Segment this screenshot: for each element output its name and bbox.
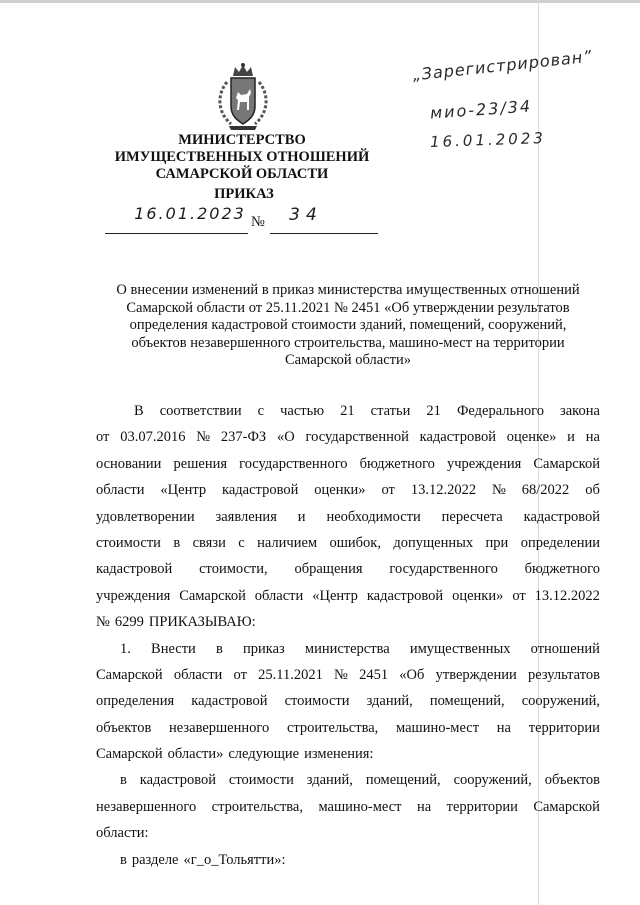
word: «О — [277, 429, 295, 446]
body-text-line — [96, 715, 600, 741]
body-text-line — [96, 583, 600, 609]
order-title — [104, 282, 592, 370]
word: территории — [528, 719, 600, 736]
word: стоимости — [96, 534, 161, 551]
word: «Об — [399, 666, 425, 683]
word: незавершенного — [169, 719, 270, 736]
word: Самарской — [533, 455, 600, 472]
word: результатов — [527, 666, 600, 683]
word: кадастровой — [523, 508, 600, 525]
word: помещений, — [429, 693, 505, 710]
registration-note-status: „Зарегистрирован” — [411, 46, 594, 85]
word: № — [96, 614, 110, 631]
word: Самарской — [96, 666, 163, 683]
word: кадастровой — [96, 561, 173, 578]
word: допущенных — [393, 534, 474, 551]
word: объектов — [544, 772, 600, 789]
word: Самарской — [96, 746, 163, 763]
word: строительства, — [211, 798, 303, 815]
word: Самарской — [533, 798, 600, 815]
word: «Центр — [312, 587, 358, 604]
word: учреждения — [447, 455, 522, 472]
word: в — [120, 851, 127, 868]
word: бюджетного — [524, 561, 600, 578]
word: от — [233, 666, 247, 683]
word: Внести — [151, 640, 196, 657]
word: кадастровой — [139, 772, 217, 789]
order-title-line: Самарской области» — [285, 352, 411, 368]
word: В — [134, 403, 144, 419]
word: территории — [446, 798, 518, 815]
word: отношений — [530, 640, 600, 657]
word: помещений, — [365, 772, 441, 789]
word: ПРИКАЗЫВАЮ: — [148, 614, 256, 631]
word: наличием — [257, 534, 318, 551]
word: от — [381, 482, 395, 499]
word: 2451 — [359, 666, 389, 683]
word: определении — [520, 534, 600, 551]
word: частью — [280, 403, 325, 419]
word: оценки» — [452, 587, 504, 604]
word: от — [96, 429, 110, 446]
word: машино-мест — [396, 719, 480, 736]
body-text-line — [96, 451, 600, 477]
word: области: — [96, 825, 149, 842]
order-title-line: объектов незавершенного строительства, машино-мест на территории — [131, 334, 565, 351]
word: кадастровой — [366, 587, 444, 604]
body-text-line — [96, 636, 600, 662]
word: в — [173, 534, 181, 551]
word: необходимости — [326, 508, 421, 525]
word: области — [96, 482, 145, 499]
coat-of-arms-icon — [211, 62, 275, 132]
word: 21 — [340, 403, 355, 419]
body-text-line — [96, 398, 600, 424]
word: в — [215, 640, 223, 657]
word: зданий, — [306, 772, 353, 789]
word: строительства, — [286, 719, 379, 736]
word: № — [334, 666, 348, 683]
body-text-line — [96, 794, 600, 820]
word: основании — [96, 455, 162, 472]
word: незавершенного — [96, 798, 197, 815]
word: «г_о_Тольятти»: — [183, 851, 286, 868]
word: закона — [560, 403, 600, 419]
word: решения — [173, 455, 228, 472]
word: об — [585, 482, 600, 499]
word: области — [254, 587, 304, 604]
word: оценки» — [314, 482, 366, 499]
body-text-line — [96, 662, 600, 688]
registration-note-date: 16.01.2023 — [429, 128, 547, 152]
word: бюджетного — [359, 455, 435, 472]
word: кадастровой — [419, 429, 496, 446]
word: сооружений, — [521, 693, 600, 710]
ministry-name-line: САМАРСКОЙ ОБЛАСТИ — [155, 166, 329, 182]
word: кадастровой — [222, 482, 299, 499]
order-number: 34 — [289, 205, 323, 225]
word: 25.11.2021 — [258, 666, 323, 683]
order-title-line: О внесении изменений в приказ министерства имущественных отношений — [116, 282, 580, 298]
order-number-sign: № — [251, 214, 265, 230]
word: в — [120, 772, 127, 789]
ministry-header — [96, 132, 388, 183]
word: 237-ФЗ — [220, 429, 267, 446]
word: стоимости — [228, 772, 294, 789]
word: 6299 — [114, 614, 144, 631]
body-text-line — [96, 820, 600, 846]
word: учреждения — [96, 587, 171, 604]
word: изменения: — [304, 746, 374, 763]
word: определения — [96, 693, 175, 710]
word: 68/2022 — [521, 482, 570, 499]
word: № — [492, 482, 506, 499]
order-title-line: определения кадастровой стоимости зданий, помещений, сооружений, — [129, 317, 567, 333]
word: государственного — [389, 561, 498, 578]
word: оценке» — [506, 429, 557, 446]
word: связи — [192, 534, 226, 551]
word: и — [567, 429, 575, 446]
body-text-line — [96, 424, 600, 450]
body-text-line — [96, 556, 600, 582]
word: на — [416, 798, 432, 815]
word: государственной — [305, 429, 409, 446]
word: статьи — [370, 403, 411, 419]
word: «Центр — [160, 482, 207, 499]
body-text-line — [96, 477, 600, 503]
order-date-underline — [105, 233, 248, 234]
word: машино-мест — [318, 798, 402, 815]
word: зданий, — [366, 693, 413, 710]
word: и — [297, 508, 306, 525]
word: на — [496, 719, 511, 736]
word: приказ — [242, 640, 285, 657]
word: с — [238, 534, 245, 551]
word: 13.12.2022 — [410, 482, 477, 499]
word: обращения — [294, 561, 363, 578]
word: стоимости, — [199, 561, 268, 578]
word: на — [585, 429, 600, 446]
word: министерства — [304, 640, 390, 657]
ministry-name-line: МИНИСТЕРСТВО — [178, 132, 306, 148]
word: утверждении — [435, 666, 517, 683]
body-text-line — [96, 767, 600, 793]
word: Федерального — [456, 403, 544, 419]
scan-edge — [0, 0, 640, 3]
word: государственного — [239, 455, 348, 472]
ministry-name-line: ИМУЩЕСТВЕННЫХ ОТНОШЕНИЙ — [114, 149, 370, 165]
order-date: 16.01.2023 — [134, 204, 246, 223]
word: 03.07.2016 — [120, 429, 186, 446]
registration-note-number: мио-23/34 — [429, 96, 533, 123]
word: объектов — [96, 719, 152, 736]
word: заявления — [215, 508, 277, 525]
word: с — [257, 403, 265, 419]
word: № — [196, 429, 211, 446]
body-text-line — [96, 847, 600, 873]
order-title-line: Самарской области от 25.11.2021 № 2451 «Об утверждении результатов — [126, 299, 570, 316]
word: стоимости — [284, 693, 350, 710]
word: следующие — [228, 746, 300, 763]
word: кадастровой — [191, 693, 268, 710]
word: сооружений, — [453, 772, 532, 789]
word: Самарской — [179, 587, 246, 604]
word: области» — [167, 746, 224, 763]
word: от — [512, 587, 526, 604]
word: удовлетворении — [96, 508, 195, 525]
word: 21 — [426, 403, 441, 419]
word: имущественных — [409, 640, 511, 657]
body-text-line — [96, 688, 600, 714]
body-text-line — [96, 741, 600, 767]
order-number-underline — [270, 233, 378, 234]
word: при — [485, 534, 509, 551]
word: 1. — [120, 640, 131, 657]
body-text-line — [96, 504, 600, 530]
word: разделе — [131, 851, 179, 868]
order-body — [96, 398, 600, 873]
word: области — [173, 666, 223, 683]
word: ошибок, — [329, 534, 381, 551]
word: пересчета — [441, 508, 503, 525]
document-type: ПРИКАЗ — [214, 186, 274, 202]
body-text-line — [96, 530, 600, 556]
body-text-line — [96, 609, 600, 635]
word: соответствии — [159, 403, 242, 419]
word: 13.12.2022 — [534, 587, 600, 604]
